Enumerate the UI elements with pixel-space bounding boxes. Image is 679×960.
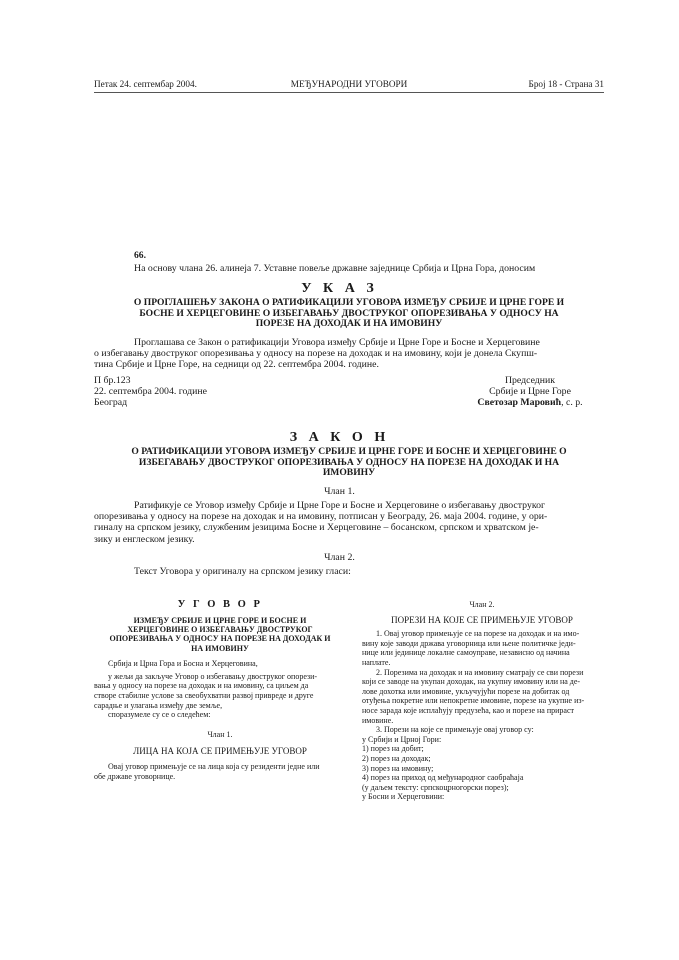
para-line: 3. Порези на које се примењује овај уговор су: bbox=[376, 725, 534, 735]
para-line: у Босни и Херцеговини: bbox=[362, 792, 445, 802]
zakon-article1-body bbox=[94, 500, 604, 545]
subtitle-line: О РАТИФИКАЦИЈИ УГОВОРА ИЗМЕЂУ СРБИЈЕ И ЦРНЕ ГОРЕ И БОСНЕ И ХЕРЦЕГОВИНЕ О bbox=[131, 446, 567, 457]
treaty-agreed: споразумеле су се о следећем: bbox=[108, 710, 211, 720]
zakon-subtitle bbox=[94, 447, 604, 479]
para-line: 1. Овај уговор примењује се на порезе на доходак и на имо- bbox=[376, 629, 580, 639]
treaty-article1-heading: Члан 1. bbox=[207, 729, 233, 739]
subtitle-line: ОПОРЕЗИВАЊА У ОДНОСУ НА ПОРЕЗЕ НА ДОХОДАК И bbox=[109, 634, 331, 644]
ukaz-title: У К А З bbox=[301, 281, 378, 296]
subtitle-line: О ПРОГЛАШЕЊУ ЗАКОНА О РАТИФИКАЦИЈИ УГОВОРА ИЗМЕЂУ СРБИЈЕ И ЦРНЕ ГОРЕ И bbox=[133, 297, 565, 308]
treaty-parties: Србија и Црна Гора и Босна и Херцеговина, bbox=[108, 659, 258, 669]
ukaz-subtitle bbox=[94, 298, 604, 330]
signatory-name: Светозар Маровић bbox=[477, 397, 562, 408]
treaty-title: У Г О В О Р bbox=[177, 599, 263, 610]
preamble-line: створе стабилне услове за свеобухватни развој привреде и друге bbox=[94, 691, 314, 700]
para-line: отуђења покретне или непокретне имовине, порезе на укупне из- bbox=[362, 696, 585, 706]
treaty-right-column bbox=[362, 600, 602, 802]
subtitle-line: БОСНЕ И ХЕРЦЕГОВИНЕ О ИЗБЕГАВАЊУ ДВОСТРУКОГ ОПОРЕЗИВАЊА У ОДНОСУ НА bbox=[139, 307, 559, 319]
body-line: Ратификује се Уговор између Србије и Црне Горе и Босне и Херцеговине о избегавању двоструког bbox=[134, 500, 546, 511]
para-line: 4) порез на приход од међународног саобраћаја bbox=[362, 773, 524, 783]
signatory-suffix: , с. р. bbox=[561, 397, 583, 408]
signature-block bbox=[460, 375, 600, 408]
act-number: 66. bbox=[134, 250, 146, 261]
zakon-article2-heading: Члан 2. bbox=[324, 552, 355, 563]
body-line: опорезивања у односу на порезе на доходак и на имовину, потписан у Београду, 26. маја 2004. године, у ори- bbox=[94, 511, 548, 523]
header-date: Петак 24. септембар 2004. bbox=[94, 79, 197, 89]
zakon-title: З А К О Н bbox=[289, 430, 390, 445]
para-line: 2. Порезима на доходак и на имовину сматрају се сви порези bbox=[376, 667, 584, 677]
para-line: имовине. bbox=[362, 715, 394, 725]
preamble-line: вања у односу на порезе на доходак и на имовину, са циљем да bbox=[94, 681, 309, 691]
zakon-article1-heading: Члан 1. bbox=[324, 486, 355, 497]
subtitle-line: ИМОВИНУ bbox=[322, 467, 376, 478]
ukaz-body bbox=[94, 337, 604, 371]
treaty-article2-heading: Члан 2. bbox=[469, 600, 495, 609]
subtitle-line: ИЗМЕЂУ СРБИЈЕ И ЦРНЕ ГОРЕ И БОСНЕ И bbox=[133, 615, 307, 625]
subtitle-line: ХЕРЦЕГОВИНЕ О ИЗБЕГАВАЊУ ДВОСТРУКОГ bbox=[127, 625, 313, 634]
article-line: Овај уговор примењује се на лица која су резиденти једне или bbox=[108, 761, 320, 771]
para-line: вину које заводи држава уговорница или њене политичке једи- bbox=[362, 638, 576, 648]
body-line: о избегавању двоструког опорезивања у односу на порезе на доходак и на имовину, који је донела Скупш- bbox=[94, 348, 538, 360]
para-line: 2) порез на доходак; bbox=[362, 753, 431, 763]
body-line: зику и енглеском језику. bbox=[94, 533, 195, 545]
running-header bbox=[94, 78, 604, 93]
zakon-article2-body bbox=[94, 566, 604, 577]
preamble-line: у жељи да закључе Уговор о избегавању двоструког опорези- bbox=[108, 671, 318, 681]
body-line: Проглашава се Закон о ратификацији Уговора између Србије и Црне Горе и Босне и Херцеговине bbox=[134, 337, 540, 348]
body-line: Текст Уговора у оригиналу на српском језику гласи: bbox=[134, 566, 351, 577]
subtitle-line: ИЗБЕГАВАЊУ ДВОСТРУКОГ ОПОРЕЗИВАЊА У ОДНОСУ НА ПОРЕЗЕ НА ДОХОДАК И НА bbox=[138, 456, 560, 468]
para-line: лове дохотка или имовине, укључујући порезе на добитак од bbox=[362, 686, 570, 696]
subtitle-line: НА ИМОВИНУ bbox=[191, 643, 249, 653]
para-line: носе зарада које исплаћују предузећа, као и порезе на прираст bbox=[362, 705, 574, 715]
subtitle-line: ПОРЕЗЕ НА ДОХОДАК И НА ИМОВИНУ bbox=[255, 318, 443, 329]
reference-number: П бр.123 bbox=[94, 375, 131, 386]
treaty-subtitle bbox=[94, 616, 346, 654]
para-line: (у даљем тексту: српскоцрногорски порез); bbox=[362, 782, 509, 792]
signatory-title: Председник bbox=[504, 375, 556, 386]
treaty-article2-title: ПОРЕЗИ НА КОЈЕ СЕ ПРИМЕЊУЈЕ УГОВОР bbox=[391, 614, 573, 625]
ukaz-intro: На основу члана 26. алинеја 7. Уставне повеље државне заједнице Србија и Црна Гора, доносим bbox=[134, 263, 536, 274]
header-issue-page: Број 18 - Страна 31 bbox=[528, 79, 604, 89]
body-line: гиналу на српском језику, службеним језицима Босне и Херцеговине – босанском, српском и хрватском је- bbox=[94, 522, 539, 534]
signatory-state: Србије и Црне Горе bbox=[489, 386, 571, 397]
reference-place: Београд bbox=[94, 397, 128, 408]
treaty-left-column bbox=[94, 600, 346, 781]
para-line: 3) порез на имовину; bbox=[362, 763, 434, 773]
treaty-article1-title: ЛИЦА НА КОЈА СЕ ПРИМЕЊУЈЕ УГОВОР bbox=[133, 746, 307, 757]
para-line: који се заводе на укупан доходак, на укупну имовину или на де- bbox=[362, 677, 581, 687]
preamble-line: сарадње и улагања између две земље, bbox=[94, 700, 223, 710]
reference-date: 22. септембра 2004. године bbox=[94, 386, 207, 397]
header-publication: МЕЂУНАРОДНИ УГОВОРИ bbox=[290, 79, 408, 89]
para-line: у Србији и Црној Гори: bbox=[362, 734, 442, 744]
body-line: тина Србије и Црне Горе, на седници од 22. септембра 2004. године. bbox=[94, 359, 379, 371]
act-reference bbox=[94, 375, 207, 408]
para-line: нице или јединице локалне самоуправе, независно од начина bbox=[362, 648, 570, 658]
article-line: обе државе уговорнице. bbox=[94, 771, 176, 781]
para-line: наплате. bbox=[362, 657, 391, 667]
para-line: 1) порез на добит; bbox=[362, 744, 424, 754]
